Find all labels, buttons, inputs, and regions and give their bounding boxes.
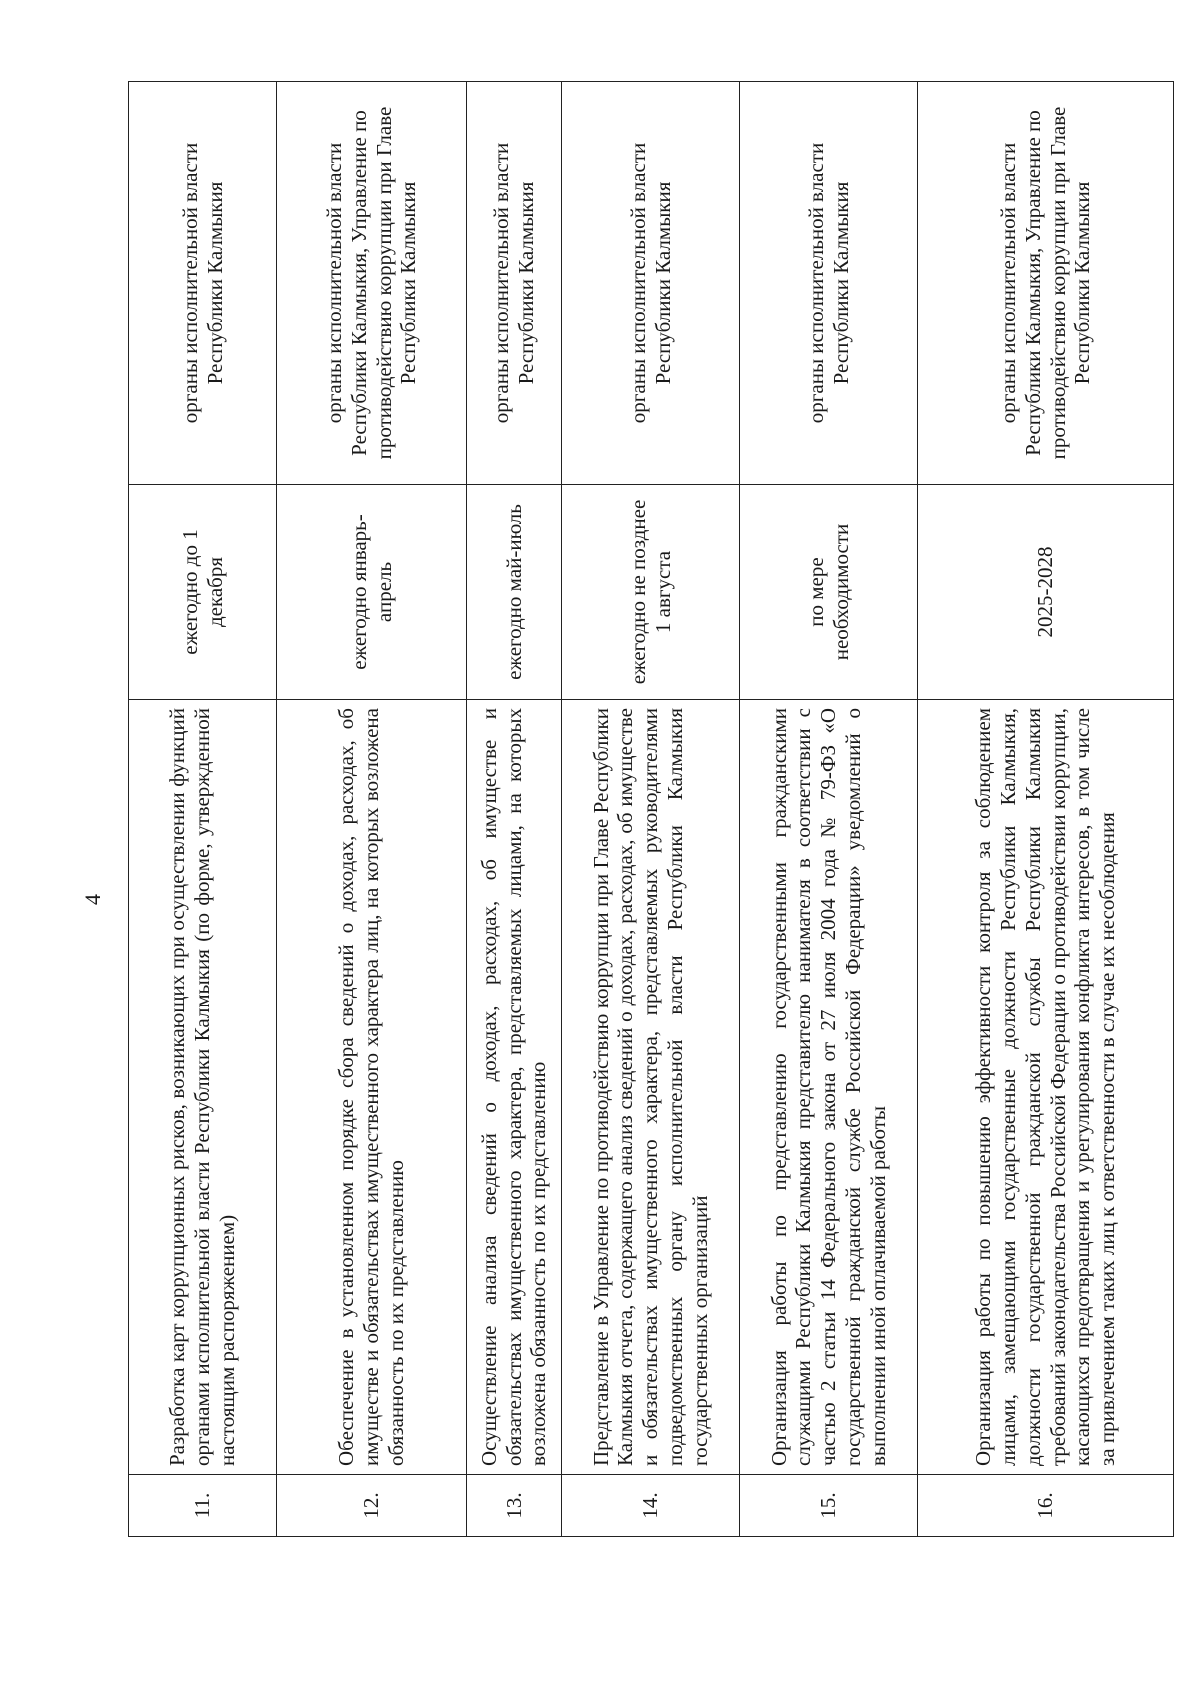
row-executors: органы исполнительной власти Республики Калмыкия	[467, 82, 562, 485]
row-executors: органы исполнительной власти Республики Калмыкия	[740, 82, 918, 485]
table-row	[918, 82, 1174, 1537]
row-executors: органы исполнительной власти Республики Калмыкия	[129, 82, 277, 485]
row-term: 2025-2028	[918, 485, 1174, 700]
rotated-table-wrapper	[128, 82, 1173, 1537]
row-number: 12.	[277, 1475, 467, 1537]
page-number: 4	[80, 894, 105, 905]
row-executors: органы исполнительной власти Республики Калмыкия	[562, 82, 740, 485]
row-executors: органы исполнительной власти Республики Калмыкия, Управление по противодействию коррупции при Главе Республики Калмыкия	[918, 82, 1174, 485]
row-executors: органы исполнительной власти Республики Калмыкия, Управление по противодействию коррупции при Главе Республики Калмыкия	[277, 82, 467, 485]
row-task: Разработка карт коррупционных рисков, возникающих при осуществлении функций органами исполнительной власти Республики Калмыкия (по форме, утвержденной настоящим распоряжением)	[129, 700, 277, 1475]
row-term: ежегодно январь-апрель	[277, 485, 467, 700]
row-number: 14.	[562, 1475, 740, 1537]
table-row	[277, 82, 467, 1537]
row-task: Представление в Управление по противодействию коррупции при Главе Республики Калмыкия отчета, содержащего анализ сведений о доходах, расходах, об имуществе и обязательствах имущественного характера, представляемых руководителями подведомственных органу исполнительной власти Республики Калмыкия государственных организаций	[562, 700, 740, 1475]
row-term: ежегодно до 1 декабря	[129, 485, 277, 700]
row-task: Осуществление анализа сведений о доходах, расходах, об имуществе и обязательствах имущественного характера, представляемых лицами, на которых возложена обязанность по их представлению	[467, 700, 562, 1475]
row-task: Организация работы по повышению эффективности контроля за соблюдением лицами, замещающими государственные должности Республики Калмыкия, должности государственной гражданской службы Республики Калмыкия требований законодательства Российской Федерации о противодействии коррупции, касающихся предотвращения и урегулирования конфликта интересов, в том числе за привлечением таких лиц к ответственности в случае их несоблюдения	[918, 700, 1174, 1475]
row-number: 11.	[129, 1475, 277, 1537]
row-term: по мере необходимости	[740, 485, 918, 700]
row-task: Обеспечение в установленном порядке сбора сведений о доходах, расходах, об имуществе и обязательствах имущественного характера лиц, на которых возложена обязанность по их представлению	[277, 700, 467, 1475]
table-row	[740, 82, 918, 1537]
row-number: 16.	[918, 1475, 1174, 1537]
table-row	[129, 82, 277, 1537]
table-row	[562, 82, 740, 1537]
row-number: 13.	[467, 1475, 562, 1537]
row-task: Организация работы по представлению государственными гражданскими служащими Республики Калмыкия представителю нанимателя в соответствии с частью 2 статьи 14 Федерального закона от 27 июля 2004 года № 79-ФЗ «О государственной гражданской службе Российской Федерации» уведомлений о выполнении иной оплачиваемой работы	[740, 700, 918, 1475]
row-term: ежегодно не позднее 1 августа	[562, 485, 740, 700]
table-row	[467, 82, 562, 1537]
row-number: 15.	[740, 1475, 918, 1537]
measures-table	[128, 81, 1174, 1537]
row-term: ежегодно май-июль	[467, 485, 562, 700]
